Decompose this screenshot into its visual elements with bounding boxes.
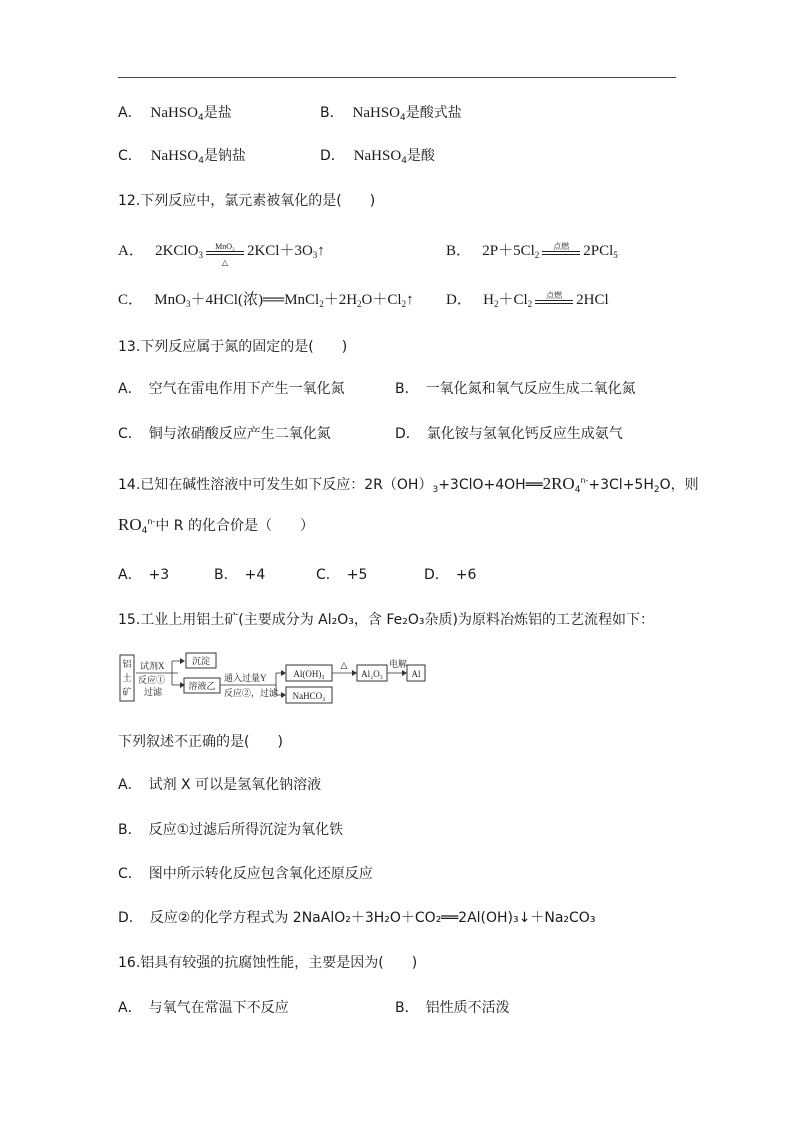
q15-option-c: C． 图中所示转化反应包含氧化还原反应 xyxy=(118,866,373,882)
q11-option-c: C． NaHSO$_4$是钠盐 xyxy=(118,148,246,166)
heat-label: △ xyxy=(340,660,348,670)
q14-stem: 14.已知在碱性溶液中可发生如下反应：$2R(OH)_3+3ClO+4OH══2RO_4^{n-}+3Cl+5H_2O$，则 xyxy=(118,474,699,495)
reaction1-label: 反应① xyxy=(138,675,166,685)
q13-option-b: B． 一氧化氮和氧气反应生成二氧化氮 xyxy=(395,381,636,397)
q12-option-b: B． $2P+5Cl_2$ 点燃 2PCl$_5$ xyxy=(446,241,618,260)
q12-stem: 12.下列反应中，氯元素被氧化的是( ) xyxy=(118,193,376,209)
q13-option-d: D． 氯化铵与氢氧化钙反应生成氨气 xyxy=(395,426,623,442)
q14-option-d: D． +6 xyxy=(424,567,477,583)
q15-option-d: D． 反应②的化学方程式为 2NaAlO₂＋3H₂O＋CO₂══2Al(OH)₃↓＋Na₂CO₃ xyxy=(118,910,596,926)
q14-option-b: B． +4 xyxy=(214,567,266,583)
filter-label: 过滤 xyxy=(144,687,163,697)
q12-option-c: C． MnO$_3$＋4HCl(浓)$══MnCl_2+2H_2O+Cl_2↑$ xyxy=(118,292,414,309)
q11-option-b: B． NaHSO$_4$是酸式盐 xyxy=(320,105,462,123)
ore-label-1: 铝 xyxy=(122,659,132,669)
q13-stem: 13.下列反应属于氮的固定的是( ) xyxy=(118,339,348,355)
ore-label-2: 土 xyxy=(122,673,132,683)
al-label: Al xyxy=(411,669,421,679)
q15-option-b: B． 反应①过滤后所得沉淀为氧化铁 xyxy=(118,822,344,838)
q16-stem: 16.铝具有较强的抗腐蚀性能，主要是因为( ) xyxy=(118,955,418,971)
process-flow-diagram xyxy=(118,651,428,709)
q15-option-a: A． 试剂 X 可以是氢氧化钠溶液 xyxy=(118,777,322,793)
q12-option-a: A． 2KClO$_3$ MnO₂ △ $2KCl+3O_3↑$ xyxy=(118,241,325,267)
q15-stem: 15.工业上用铝土矿(主要成分为 Al₂O₃，含 Fe₂O₃杂质)为原料冶炼铝的工艺流程如下： xyxy=(118,612,654,628)
reagent-x-label: 试剂X xyxy=(140,661,165,671)
q11-option-a: A． NaHSO$_4$是盐 xyxy=(118,105,232,123)
q12-option-d: D． $H_2+Cl_2$ 点燃 2HCl xyxy=(446,290,609,309)
ore-label-3: 矿 xyxy=(122,687,132,697)
q14-option-a: A． +3 xyxy=(118,567,170,583)
al2o3-label: Al₂O₃ xyxy=(361,669,383,679)
electrolysis-label: 电解 xyxy=(388,659,408,669)
q16-option-b: B． 铝性质不活泼 xyxy=(395,1000,510,1016)
reaction-condition-arrow: MnO₂ △ xyxy=(204,245,246,259)
q11-option-d: D． NaHSO$_4$是酸 xyxy=(320,148,435,166)
reaction2-label: 反应②，过滤 xyxy=(224,688,279,698)
q14-option-c: C． +5 xyxy=(316,567,368,583)
reaction-condition-arrow: 点燃 xyxy=(540,245,582,259)
q15-prompt: 下列叙述不正确的是( ) xyxy=(118,734,283,750)
aloh3-label: Al(OH)₃ xyxy=(293,669,325,679)
q14-stem-line2: $RO_4^{n-}$中 R 的化合价是（ ） xyxy=(118,515,314,536)
reaction-condition-arrow: 点燃 xyxy=(533,294,575,308)
precipitate-label: 沉淀 xyxy=(191,656,211,666)
solution-label: 溶液乙 xyxy=(188,681,216,691)
q13-option-a: A． 空气在雷电作用下产生一氧化氮 xyxy=(118,381,345,397)
q13-option-c: C． 铜与浓硝酸反应产生二氧化氮 xyxy=(118,426,331,442)
nahco3-label: NaHCO₃ xyxy=(292,691,326,701)
q16-option-a: A． 与氧气在常温下不反应 xyxy=(118,1000,289,1016)
header-rule xyxy=(118,77,676,78)
pass-y-label: 通入过量Y xyxy=(224,673,267,683)
